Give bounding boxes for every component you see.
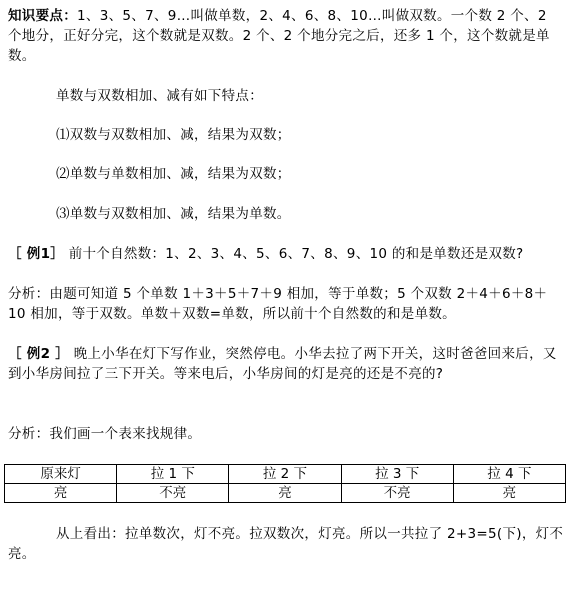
switch-pattern-table — [4, 464, 566, 503]
table-cell: 亮 — [453, 484, 565, 503]
knowledge-label: 知识要点： — [8, 8, 77, 24]
rule-item-2: ⑵单数与单数相加、减，结果为双数； — [56, 166, 291, 182]
table-cell: 不亮 — [117, 484, 229, 503]
table-header-row — [5, 465, 566, 484]
example1-analysis: 分析：由题可知道 5 个单数 1＋3＋5＋7＋9 相加，等于单数；5 个双数 2＋4＋6＋8＋10 相加，等于双数。单数＋双数=单数，所以前十个自然数的和是单数。 — [8, 286, 548, 322]
table-row — [5, 484, 566, 503]
table-header-cell: 拉 1 下 — [117, 465, 229, 484]
rule-item-3: ⑶单数与双数相加、减，结果为单数。 — [56, 206, 291, 222]
example1-question: 前十个自然数：1、2、3、4、5、6、7、8、9、10 的和是单数还是双数? — [68, 246, 524, 262]
conclusion: 从上看出：拉单数次，灯不亮。拉双数次，灯亮。所以一共拉了 2+3=5(下)，灯不亮。 — [8, 526, 564, 562]
table-header-cell: 拉 3 下 — [341, 465, 453, 484]
table-header-cell: 原来灯 — [5, 465, 117, 484]
rule-item-1: ⑴双数与双数相加、减，结果为双数； — [56, 127, 291, 143]
example2-question: 晚上小华在灯下写作业，突然停电。小华去拉了两下开关，这时爸爸回来后，又到小华房间拉了三下开关。等来电后，小华房间的灯是亮的还是不亮的? — [8, 346, 557, 382]
table-cell: 亮 — [229, 484, 341, 503]
example2-analysis: 分析：我们画一个表来找规律。 — [8, 426, 202, 442]
example1-label: ［ 例1］ — [8, 246, 65, 262]
knowledge-text: 1、3、5、7、9…叫做单数，2、4、6、8、10…叫做双数。一个数 2 个、2 个地分，正好分完，这个数就是双数。2 个、2 个地分完之后，还多 1 个，这个数就是单数。 — [8, 8, 550, 64]
table-cell: 不亮 — [341, 484, 453, 503]
knowledge-points — [8, 6, 564, 66]
example1-question-block — [8, 244, 564, 264]
rules-intro: 单数与双数相加、减有如下特点： — [56, 88, 263, 104]
table-header-cell: 拉 4 下 — [453, 465, 565, 484]
table-header-cell: 拉 2 下 — [229, 465, 341, 484]
example2-label: ［ 例2 ］ — [8, 346, 70, 362]
example2-question-block — [8, 344, 564, 384]
table-cell: 亮 — [5, 484, 117, 503]
